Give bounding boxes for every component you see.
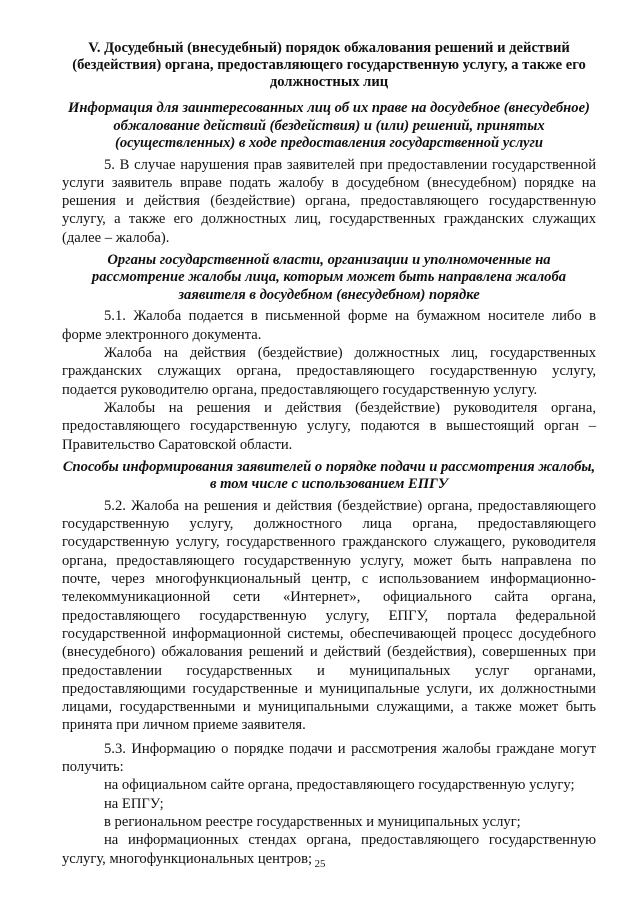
paragraph-5-1-head: Жалобы на решения и действия (бездействие) руководителя органа, предоставляющего государственную услугу, подаются в вышестоящий орган – Правительство Саратовской области.: [62, 399, 596, 453]
paragraph-5: 5. В случае нарушения прав заявителей при предоставлении государственной услуги заявитель вправе подать жалобу в досудебном (внесудебном) порядке на решения и действия (бездействие) органа, предоставляющего государственную услугу, а также его должностных лиц, государственных гражданских служащих (далее – жалоба).: [62, 156, 596, 246]
list-item-epgu: на ЕПГУ;: [104, 795, 164, 812]
block-heading-authorities: Органы государственной власти, организации и уполномоченные на рассмотрение жалобы лица, которым может быть направлена жалоба заявителя в досудебном (внесудебном) порядке: [91, 251, 567, 303]
paragraph-5-1: 5.1. Жалоба подается в письменной форме на бумажном носителе либо в форме электронного документа.: [62, 308, 596, 343]
page-number: 25: [314, 858, 326, 870]
list-item-official-site: на официальном сайте органа, предоставляющего государственную услугу;: [104, 777, 575, 794]
paragraph-5-2: 5.2. Жалоба на решения и действия (бездействие) органа, предоставляющего государственную услугу, должностного лица органа, предоставляющего государственную услугу, государственного гражданского служащего, руководителя органа, предоставляющего государственную услугу, может быть направлена по почте, через многофункциональный центр, с использованием информационно-телекоммуникационной сети «Интернет», официального сайта органа, предоставляющего государственную услугу, ЕПГУ, портала федеральной государственной информационной системы, обеспечивающей процесс досудебного (внесудебного) обжалования решений и действий (бездействия), совершенных при предоставлении государственных и муниципальных услуг органами, предоставляющими государственные и муниципальные услуги, их должностными лицами, государственными и муниципальными служащими, а также может быть принята при личном приеме заявителя.: [62, 497, 596, 734]
list-item-regional-registry: в региональном реестре государственных и муниципальных услуг;: [104, 813, 521, 830]
paragraph-5-3: 5.3. Информацию о порядке подачи и рассмотрения жалобы граждане могут получить:: [62, 740, 596, 776]
section-title: V. Досудебный (внесудебный) порядок обжалования решений и действий (бездействия) органа, предоставляющего государственную услугу, а также его должностных лиц: [72, 40, 586, 90]
paragraph-5-1-officials: Жалоба на действия (бездействие) должностных лиц, государственных гражданских служащих органа, предоставляющего государственную услугу, подается руководителю органа, предоставляющего государственную услугу.: [62, 345, 596, 398]
list-item-info-stands: на информационных стендах органа, предоставляющего государственную услугу, многофункциональных центров;: [62, 832, 596, 867]
document-page: [62, 40, 596, 868]
block-heading-informing-methods: Способы информирования заявителей о порядке подачи и рассмотрения жалобы, в том числе с использованием ЕПГУ: [62, 458, 596, 493]
block-heading-complaint-rights: Информация для заинтересованных лиц об их праве на досудебное (внесудебное) обжалование действий (бездействия) и (или) решений, принятых (осуществленных) в ходе предоставления государственной услуги: [68, 100, 590, 151]
